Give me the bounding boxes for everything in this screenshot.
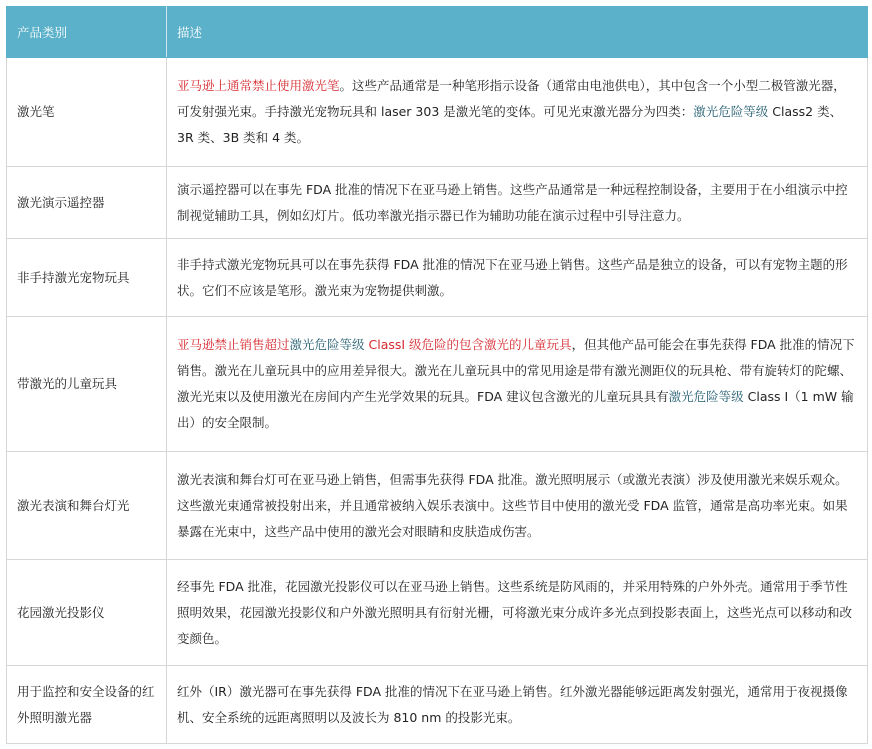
table-row	[7, 167, 868, 239]
product-description-cell	[167, 452, 868, 560]
product-category-cell: 激光表演和舞台灯光	[7, 452, 167, 560]
table-row	[7, 239, 868, 317]
table-row	[7, 452, 868, 560]
header-description: 描述	[167, 7, 868, 58]
table-body	[7, 58, 868, 744]
laser-hazard-class-link[interactable]: 激光危险等级	[289, 337, 365, 352]
product-description-cell	[167, 167, 868, 239]
product-category-cell: 激光演示遥控器	[7, 167, 167, 239]
description-text: 非手持式激光宠物玩具可以在事先获得 FDA 批准的情况下在亚马逊上销售。这些产品是独立的设备，可以有宠物主题的形状。它们不应该是笔形。激光束为宠物提供刺激。	[177, 256, 848, 298]
description-text: 演示遥控器可以在事先 FDA 批准的情况下在亚马逊上销售。这些产品通常是一种远程控制设备，主要用于在小组演示中控制视觉辅助工具，例如幻灯片。低功率激光指示器已作为辅助功能在演示过程中引导注意力。	[177, 181, 848, 223]
product-description-cell	[167, 58, 868, 167]
description-text: 。这些产品通常是一种笔形指示设备（通常由电池供电），其中包含一个小型二极管激光器，可发射强光束。手持激光宠物玩具和 laser 303 是激光笔的变体。可见光束激光器分为四类：	[177, 78, 846, 119]
product-category-cell: 非手持激光宠物玩具	[7, 239, 167, 317]
product-description-cell	[167, 666, 868, 744]
product-description-cell	[167, 317, 868, 452]
product-category-cell: 用于监控和安全设备的红外照明激光器	[7, 666, 167, 744]
prohibition-notice: ClassI 级危险的包含激光的儿童玩具	[364, 337, 572, 352]
product-category-cell: 花园激光投影仪	[7, 560, 167, 666]
description-text: 经事先 FDA 批准，花园激光投影仪可以在亚马逊上销售。这些系统是防风雨的，并采用特殊的户外外壳。通常用于季节性照明效果，花园激光投影仪和户外激光照明具有衍射光栅，可将激光束分成许多光点到投影表面上，这些光点可以移动和改变颜色。	[177, 578, 853, 646]
table-row	[7, 58, 868, 167]
description-text: Class2 类、3R 类、3B 类和 4 类。	[177, 104, 843, 145]
header-category: 产品类别	[7, 7, 167, 58]
product-category-cell: 带激光的儿童玩具	[7, 317, 167, 452]
table-header-row	[7, 7, 868, 58]
laser-hazard-class-link[interactable]: 激光危险等级	[693, 104, 769, 119]
product-category-cell: 激光笔	[7, 58, 167, 167]
description-text: 激光表演和舞台灯可在亚马逊上销售，但需事先获得 FDA 批准。激光照明展示（或激光表演）涉及使用激光来娱乐观众。这些激光束通常被投射出来，并且通常被纳入娱乐表演中。这些节目中使用的激光受 FDA 监管，通常是高功率光束。如果暴露在光束中，这些产品中使用的激光会对眼睛和皮肤造成伤害。	[177, 471, 848, 539]
product-description-cell	[167, 239, 868, 317]
table-row	[7, 666, 868, 744]
product-description-cell	[167, 560, 868, 666]
description-text: Class I（1 mW 输出）的安全限制。	[177, 389, 854, 430]
laser-product-table	[6, 6, 868, 744]
prohibition-notice: 亚马逊上通常禁止使用激光笔	[177, 78, 340, 93]
table-container	[6, 6, 867, 744]
description-text: 红外（IR）激光器可在事先获得 FDA 批准的情况下在亚马逊上销售。红外激光器能够远距离发射强光，通常用于夜视摄像机、安全系统的远距离照明以及波长为 810 nm 的投影光束。	[177, 683, 848, 725]
table-row	[7, 560, 868, 666]
table-row	[7, 317, 868, 452]
description-text: ，但其他产品可能会在事先获得 FDA 批准的情况下销售。激光在儿童玩具中的应用差异很大。激光在儿童玩具中的常见用途是带有激光测距仪的玩具枪、带有旋转灯的陀螺、激光光束以及使用激光在房间内产生光学效果的玩具。FDA 建议包含激光的儿童玩具具有	[177, 337, 855, 404]
prohibition-notice: 亚马逊禁止销售超过	[177, 337, 290, 352]
laser-hazard-class-link[interactable]: 激光危险等级	[668, 389, 744, 404]
